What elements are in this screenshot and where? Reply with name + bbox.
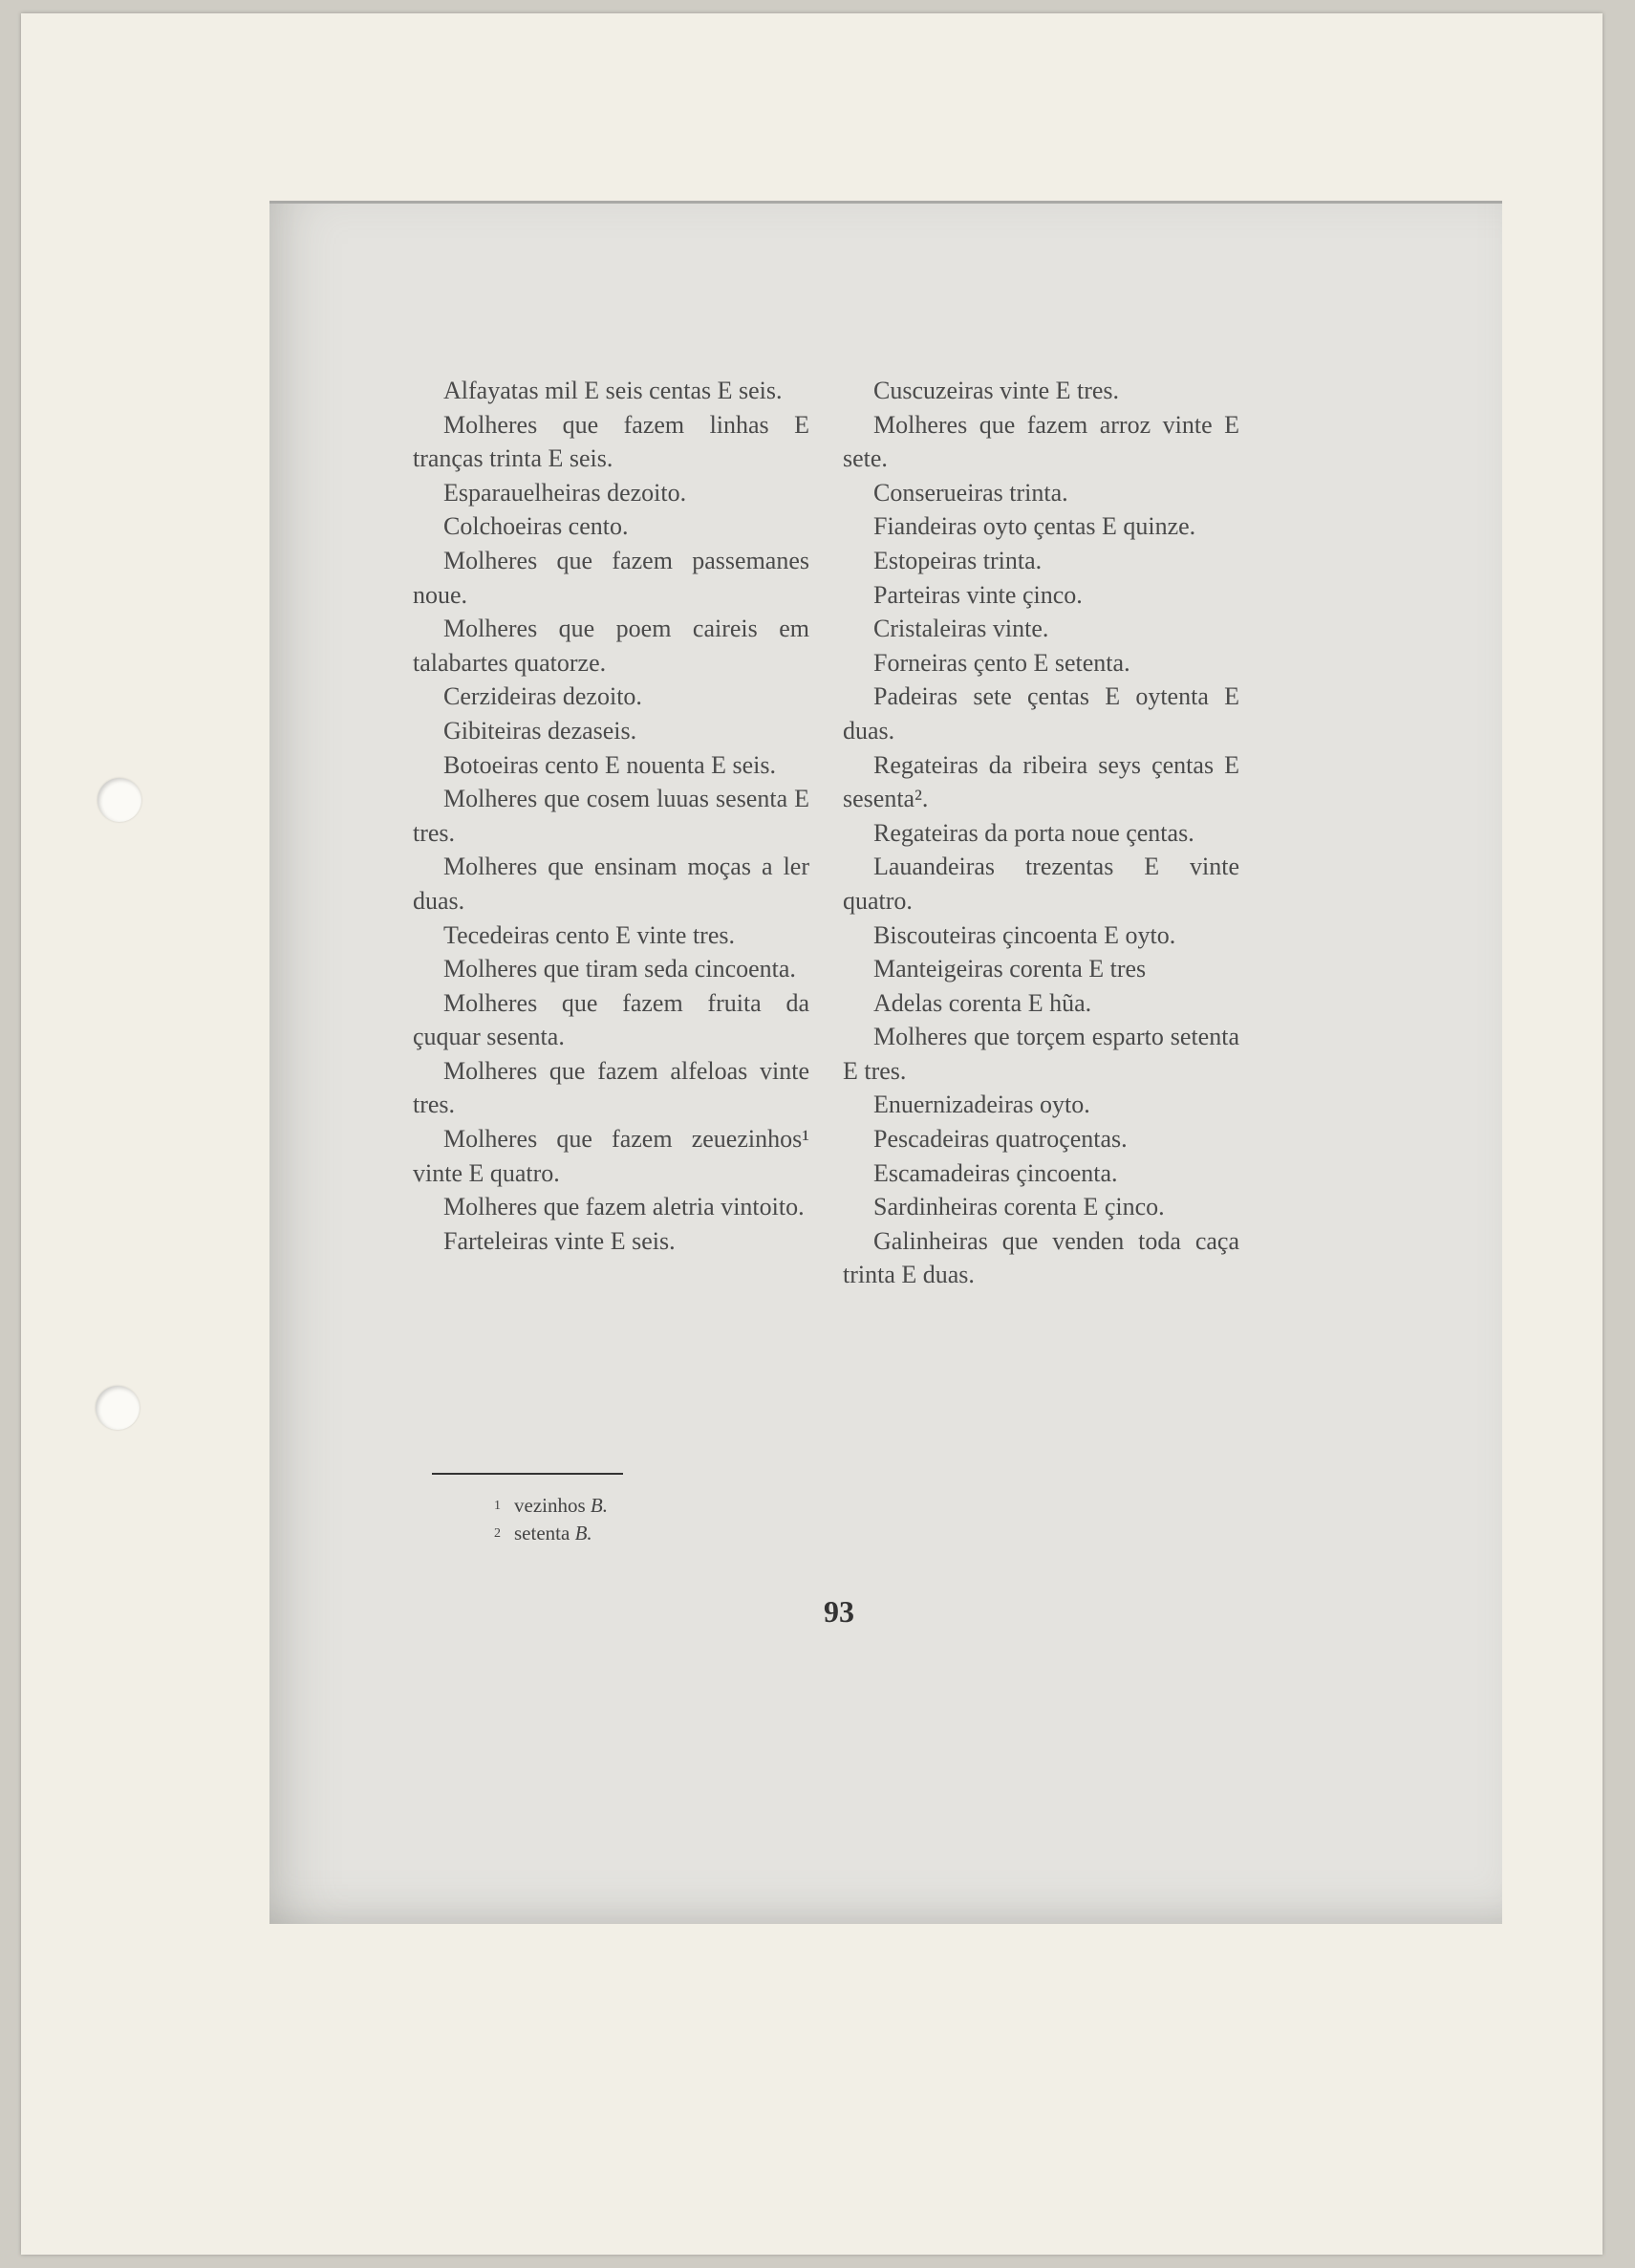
list-entry: Sardinheiras corenta E çinco. bbox=[873, 1193, 1165, 1221]
list-entry: Alfayatas mil E seis centas E seis. bbox=[443, 377, 783, 404]
list-entry: Forneiras çento E setenta. bbox=[873, 648, 1130, 677]
footnotes bbox=[494, 1492, 608, 1547]
list-entry: Molheres que poem caireis em talabartes quatorze. bbox=[413, 615, 809, 677]
list-entry: Regateiras da porta noue çentas. bbox=[873, 818, 1194, 847]
list-entry: Molheres que fazem linhas E tranças trinta E seis. bbox=[413, 410, 809, 473]
footnote-source: B. bbox=[574, 1522, 592, 1544]
list-entry: Esparauelheiras dezoito. bbox=[443, 478, 687, 507]
footnote-number: 1 bbox=[494, 1499, 501, 1513]
right-column bbox=[843, 374, 1239, 1292]
list-entry: Manteigeiras corenta E tres bbox=[873, 955, 1147, 983]
list-entry: Farteleiras vinte E seis. bbox=[443, 1226, 676, 1255]
list-entry: Enuernizadeiras oyto. bbox=[873, 1091, 1090, 1119]
list-entry: Molheres que tiram seda cincoenta. bbox=[443, 955, 796, 983]
list-entry: Escamadeiras çincoenta. bbox=[873, 1158, 1118, 1187]
list-entry: Cristaleiras vinte. bbox=[873, 615, 1049, 643]
footnote-text: vezinhos bbox=[514, 1494, 586, 1517]
list-entry: Botoeiras cento E nouenta E seis. bbox=[443, 750, 777, 779]
punch-hole-bottom bbox=[96, 1386, 140, 1430]
list-entry: Biscouteiras çincoenta E oyto. bbox=[873, 920, 1176, 949]
list-entry: Molheres que fazem passemanes noue. bbox=[413, 546, 809, 609]
list-entry: Tecedeiras cento E vinte tres. bbox=[443, 920, 735, 949]
list-entry: Regateiras da ribeira seys çentas E sesenta². bbox=[843, 750, 1239, 813]
footnote-number: 2 bbox=[494, 1526, 501, 1541]
footnote-divider bbox=[432, 1473, 623, 1475]
list-entry: Lauandeiras trezentas E vinte quatro. bbox=[843, 853, 1239, 915]
list-entry: Cerzideiras dezoito. bbox=[443, 682, 642, 711]
text-columns bbox=[413, 374, 1254, 1444]
list-entry: Fiandeiras oyto çentas E quinze. bbox=[873, 512, 1196, 541]
footnote bbox=[494, 1520, 608, 1547]
list-entry: Pescadeiras quatroçentas. bbox=[873, 1125, 1128, 1154]
list-entry: Estopeiras trinta. bbox=[873, 546, 1043, 574]
list-entry: Gibiteiras dezaseis. bbox=[443, 716, 637, 745]
footnote-source: B. bbox=[590, 1494, 608, 1517]
list-entry: Cuscuzeiras vinte E tres. bbox=[873, 377, 1120, 404]
list-entry: Padeiras sete çentas E oytenta E duas. bbox=[843, 682, 1239, 745]
photocopied-page bbox=[269, 201, 1502, 1924]
list-entry: Molheres que fazem fruita da çuquar sesenta. bbox=[413, 988, 809, 1051]
list-entry: Parteiras vinte çinco. bbox=[873, 580, 1083, 609]
list-entry: Molheres que fazem aletria vintoito. bbox=[443, 1193, 805, 1221]
footnote-text: setenta bbox=[514, 1522, 570, 1544]
list-entry: Molheres que cosem luuas sesenta E tres. bbox=[413, 785, 809, 847]
list-entry: Conserueiras trinta. bbox=[873, 478, 1068, 507]
list-entry: Molheres que ensinam moças a ler duas. bbox=[413, 853, 809, 915]
left-column bbox=[413, 374, 809, 1258]
list-entry: Adelas corenta E hũa. bbox=[873, 988, 1092, 1017]
footnote bbox=[494, 1492, 608, 1520]
punch-hole-top bbox=[97, 778, 141, 822]
list-entry: Galinheiras que venden toda caça trinta E duas. bbox=[843, 1226, 1239, 1289]
list-entry: Molheres que fazem alfeloas vinte tres. bbox=[413, 1056, 809, 1119]
list-entry: Colchoeiras cento. bbox=[443, 512, 629, 541]
list-entry: Molheres que torçem esparto setenta E tres. bbox=[843, 1023, 1239, 1085]
list-entry: Molheres que fazem zeuezinhos¹ vinte E quatro. bbox=[413, 1125, 809, 1187]
paper-sheet bbox=[21, 13, 1603, 2255]
list-entry: Molheres que fazem arroz vinte E sete. bbox=[843, 410, 1239, 473]
page-number: 93 bbox=[824, 1594, 854, 1629]
